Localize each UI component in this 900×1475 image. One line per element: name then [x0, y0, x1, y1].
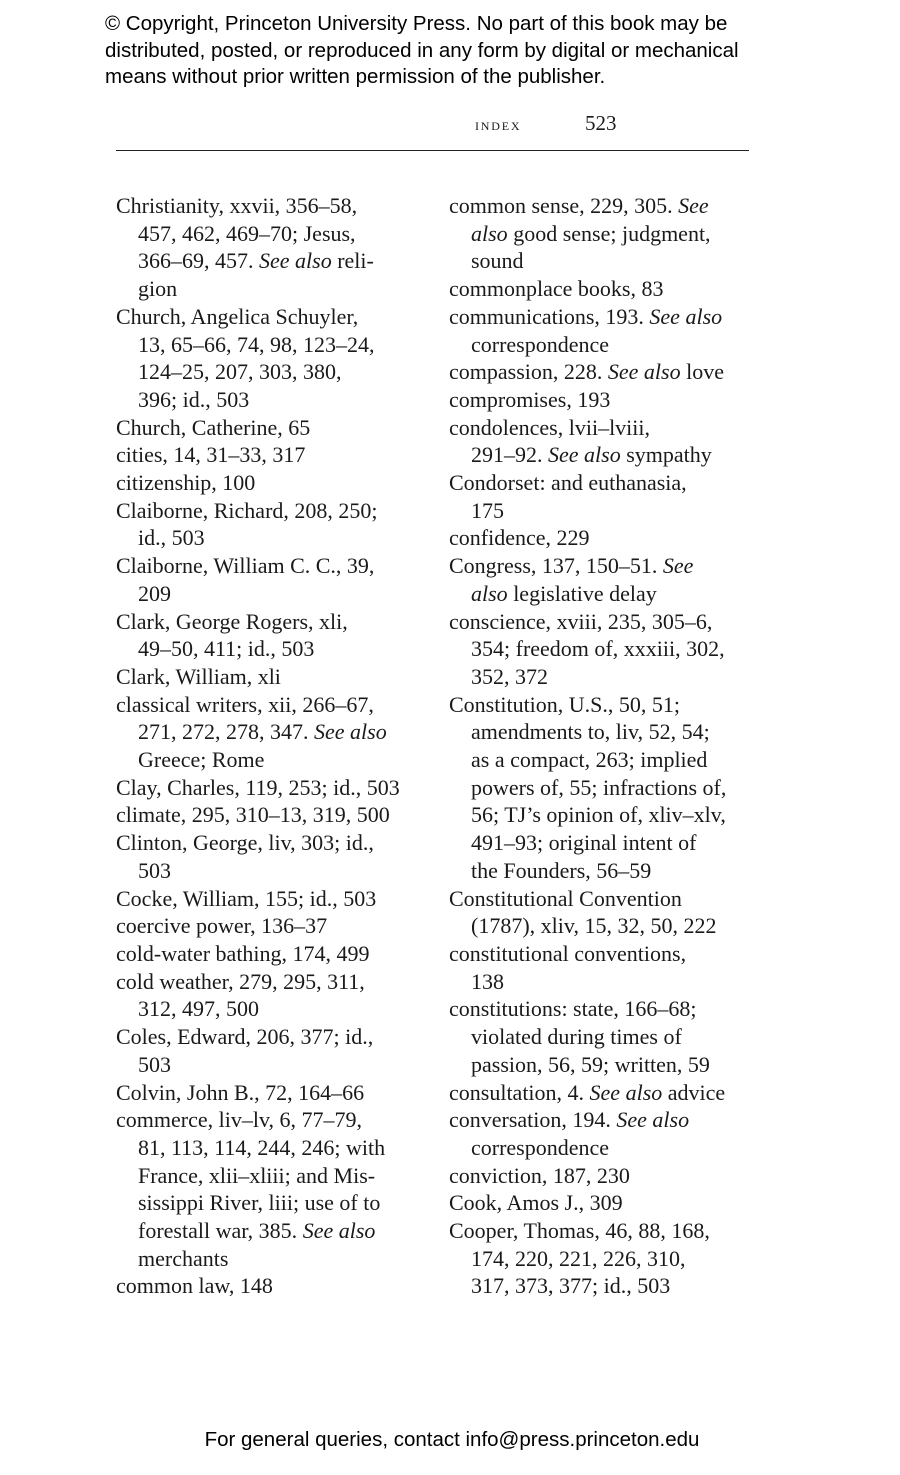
index-entry-line: France, xlii–xliii; and Mis- [138, 1162, 376, 1188]
index-entry [116, 303, 436, 414]
index-entry-line: 457, 462, 469–70; Jesus, [138, 220, 356, 246]
index-entry-line: sound [471, 248, 524, 274]
index-entry [449, 386, 769, 414]
index-entry-line: condolences, lvii–lviii, [449, 414, 651, 440]
index-entry-line: 312, 497, 500 [138, 996, 259, 1022]
copyright-line: distributed, posted, or reproduced in any form by digital or mechanical [105, 38, 739, 62]
index-entry-line: Cook, Amos J., 309 [449, 1190, 623, 1216]
index-entry [116, 691, 436, 774]
index-entry-line: Church, Catherine, 65 [116, 414, 311, 440]
index-entry-line: citizenship, 100 [116, 470, 256, 496]
index-entry [116, 1023, 436, 1078]
index-entry [116, 441, 436, 469]
index-entry [116, 885, 436, 913]
index-entry-line: 503 [138, 1051, 171, 1077]
index-entry-line: powers of, 55; infractions of, [471, 774, 727, 800]
index-entry-line: sissippi River, liii; use of to [138, 1190, 381, 1216]
index-entry-line: compassion, 228. See also love [449, 359, 724, 385]
index-entry [449, 1162, 769, 1190]
index-entry-line: violated during times of [471, 1024, 682, 1050]
index-entry-line: 366–69, 457. See also reli- [138, 248, 374, 274]
index-entry [116, 1106, 436, 1272]
index-entry-line: also legislative delay [471, 580, 657, 606]
index-entry [449, 552, 769, 607]
index-entry-line: 13, 65–66, 74, 98, 123–24, [138, 331, 375, 357]
index-entry-line: Christianity, xxvii, 356–58, [116, 193, 358, 218]
index-entry [449, 358, 769, 386]
index-entry-line: 491–93; original intent of [471, 830, 697, 856]
index-entry [116, 829, 436, 884]
index-entry-line: Claiborne, William C. C., 39, [116, 553, 375, 579]
index-entry [116, 801, 436, 829]
index-entry-line: 138 [471, 968, 504, 994]
index-entry-line: the Founders, 56–59 [471, 857, 652, 883]
index-entry [116, 1079, 436, 1107]
index-entry-line: Condorset: and euthanasia, [449, 470, 687, 496]
index-entry [449, 1079, 769, 1107]
index-entry [449, 691, 769, 885]
index-entry-line: 354; freedom of, xxxiii, 302, [471, 636, 725, 662]
index-entry [449, 608, 769, 691]
index-entry [449, 1189, 769, 1217]
index-entry-line: 124–25, 207, 303, 380, [138, 359, 342, 385]
index-entry [116, 912, 436, 940]
index-entry-line: 175 [471, 497, 504, 523]
index-entry-line: forestall war, 385. See also [138, 1218, 376, 1244]
index-entry-line: 81, 113, 114, 244, 246; with [138, 1134, 386, 1160]
index-entry-line: consultation, 4. See also advice [449, 1079, 726, 1105]
index-entry [449, 1106, 769, 1161]
index-entry [449, 1217, 769, 1300]
index-entry-line: 317, 373, 377; id., 503 [471, 1273, 671, 1299]
index-entry [449, 192, 769, 275]
index-entry-line: Congress, 137, 150–51. See [449, 553, 694, 579]
index-entry-line: 503 [138, 857, 171, 883]
index-entry-line: Clark, George Rogers, xli, [116, 608, 348, 634]
index-entry-line: Greece; Rome [138, 747, 265, 773]
copyright-line: © Copyright, Princeton University Press. No part of this book may be [105, 12, 728, 35]
index-entry-line: Cooper, Thomas, 46, 88, 168, [449, 1218, 710, 1244]
index-entry-line: Clark, William, xli [116, 663, 281, 689]
index-entry [116, 497, 436, 552]
index-entry [116, 774, 436, 802]
index-entry-line: Claiborne, Richard, 208, 250; [116, 497, 378, 523]
running-head: index [475, 115, 522, 134]
index-entry-line: as a compact, 263; implied [471, 747, 708, 773]
page-header [116, 110, 749, 151]
index-entry [116, 968, 436, 1023]
index-entry-line: confidence, 229 [449, 525, 590, 551]
index-entry-line: 209 [138, 580, 171, 606]
index-entry-line: communications, 193. See also [449, 303, 723, 329]
index-entry-line: Clinton, George, liv, 303; id., [116, 830, 374, 856]
index-entry-line: constitutional conventions, [449, 940, 687, 966]
index-entry-line: classical writers, xii, 266–67, [116, 691, 374, 717]
page-number: 523 [585, 111, 617, 135]
index-entry [116, 414, 436, 442]
index-entry-line: (1787), xliv, 15, 32, 50, 222 [471, 913, 717, 939]
index-entry [116, 608, 436, 663]
index-entry-line: 49–50, 411; id., 503 [138, 636, 315, 662]
index-entry [449, 940, 769, 995]
index-entry-line: also good sense; judgment, [471, 220, 711, 246]
index-entry-line: 174, 220, 221, 226, 310, [471, 1245, 686, 1271]
index-entry-line: coercive power, 136–37 [116, 913, 328, 939]
index-entry-line: 271, 272, 278, 347. See also [138, 719, 387, 745]
index-entry-line: correspondence [471, 331, 610, 357]
index-entry-line: 291–92. See also sympathy [471, 442, 712, 468]
index-entry-line: conversation, 194. See also [449, 1107, 690, 1133]
index-entry-line: Clay, Charles, 119, 253; id., 503 [116, 774, 400, 800]
index-entry-line: commerce, liv–lv, 6, 77–79, [116, 1107, 363, 1133]
index-entry-line: id., 503 [138, 525, 205, 551]
index-entry-line: passion, 56, 59; written, 59 [471, 1051, 710, 1077]
copyright-line: means without prior written permission of the publisher. [105, 65, 606, 88]
index-entry [116, 192, 436, 303]
index-entry-line: compromises, 193 [449, 386, 611, 412]
index-entry-line: amendments to, liv, 52, 54; [471, 719, 710, 745]
index-entry-line: Constitutional Convention [449, 885, 682, 911]
index-entry [116, 469, 436, 497]
index-entry-line: Colvin, John B., 72, 164–66 [116, 1079, 365, 1105]
index-entry-line: cold weather, 279, 295, 311, [116, 968, 365, 994]
index-entry [449, 469, 769, 524]
footer-text: For general queries, contact info@press.princeton.edu [204, 1428, 700, 1451]
index-column-right [449, 192, 769, 1300]
index-entry-line: 352, 372 [471, 663, 548, 689]
footer-contact [0, 1428, 900, 1452]
index-entry-line: cities, 14, 31–33, 317 [116, 442, 306, 468]
index-entry [116, 940, 436, 968]
index-entry [449, 524, 769, 552]
index-entry-line: Cocke, William, 155; id., 503 [116, 885, 377, 911]
index-entry [449, 414, 769, 469]
index-entry-line: gion [138, 276, 178, 302]
index-entry [449, 275, 769, 303]
index-entry-line: 396; id., 503 [138, 386, 250, 412]
index-entry [449, 995, 769, 1078]
index-entry-line: conviction, 187, 230 [449, 1162, 630, 1188]
index-entry-line: commonplace books, 83 [449, 276, 664, 302]
index-entry-line: constitutions: state, 166–68; [449, 996, 697, 1022]
index-entry-line: conscience, xviii, 235, 305–6, [449, 608, 713, 634]
index-entry [116, 663, 436, 691]
index-entry-line: merchants [138, 1245, 229, 1271]
index-entry-line: correspondence [471, 1134, 610, 1160]
index-entry-line: common law, 148 [116, 1273, 273, 1299]
index-entry [116, 552, 436, 607]
index-column-left [116, 192, 436, 1300]
index-entry-line: Constitution, U.S., 50, 51; [449, 691, 681, 717]
index-entry [449, 885, 769, 940]
index-entry [449, 303, 769, 358]
index-entry [116, 1272, 436, 1300]
index-entry-line: cold-water bathing, 174, 499 [116, 940, 370, 966]
index-entry-line: climate, 295, 310–13, 319, 500 [116, 802, 390, 828]
index-entry-line: Church, Angelica Schuyler, [116, 303, 359, 329]
index-entry-line: Coles, Edward, 206, 377; id., [116, 1024, 374, 1050]
index-entry-line: common sense, 229, 305. See [449, 193, 709, 218]
index-entry-line: 56; TJ’s opinion of, xliv–xlv, [471, 802, 726, 828]
copyright-notice [105, 11, 845, 91]
